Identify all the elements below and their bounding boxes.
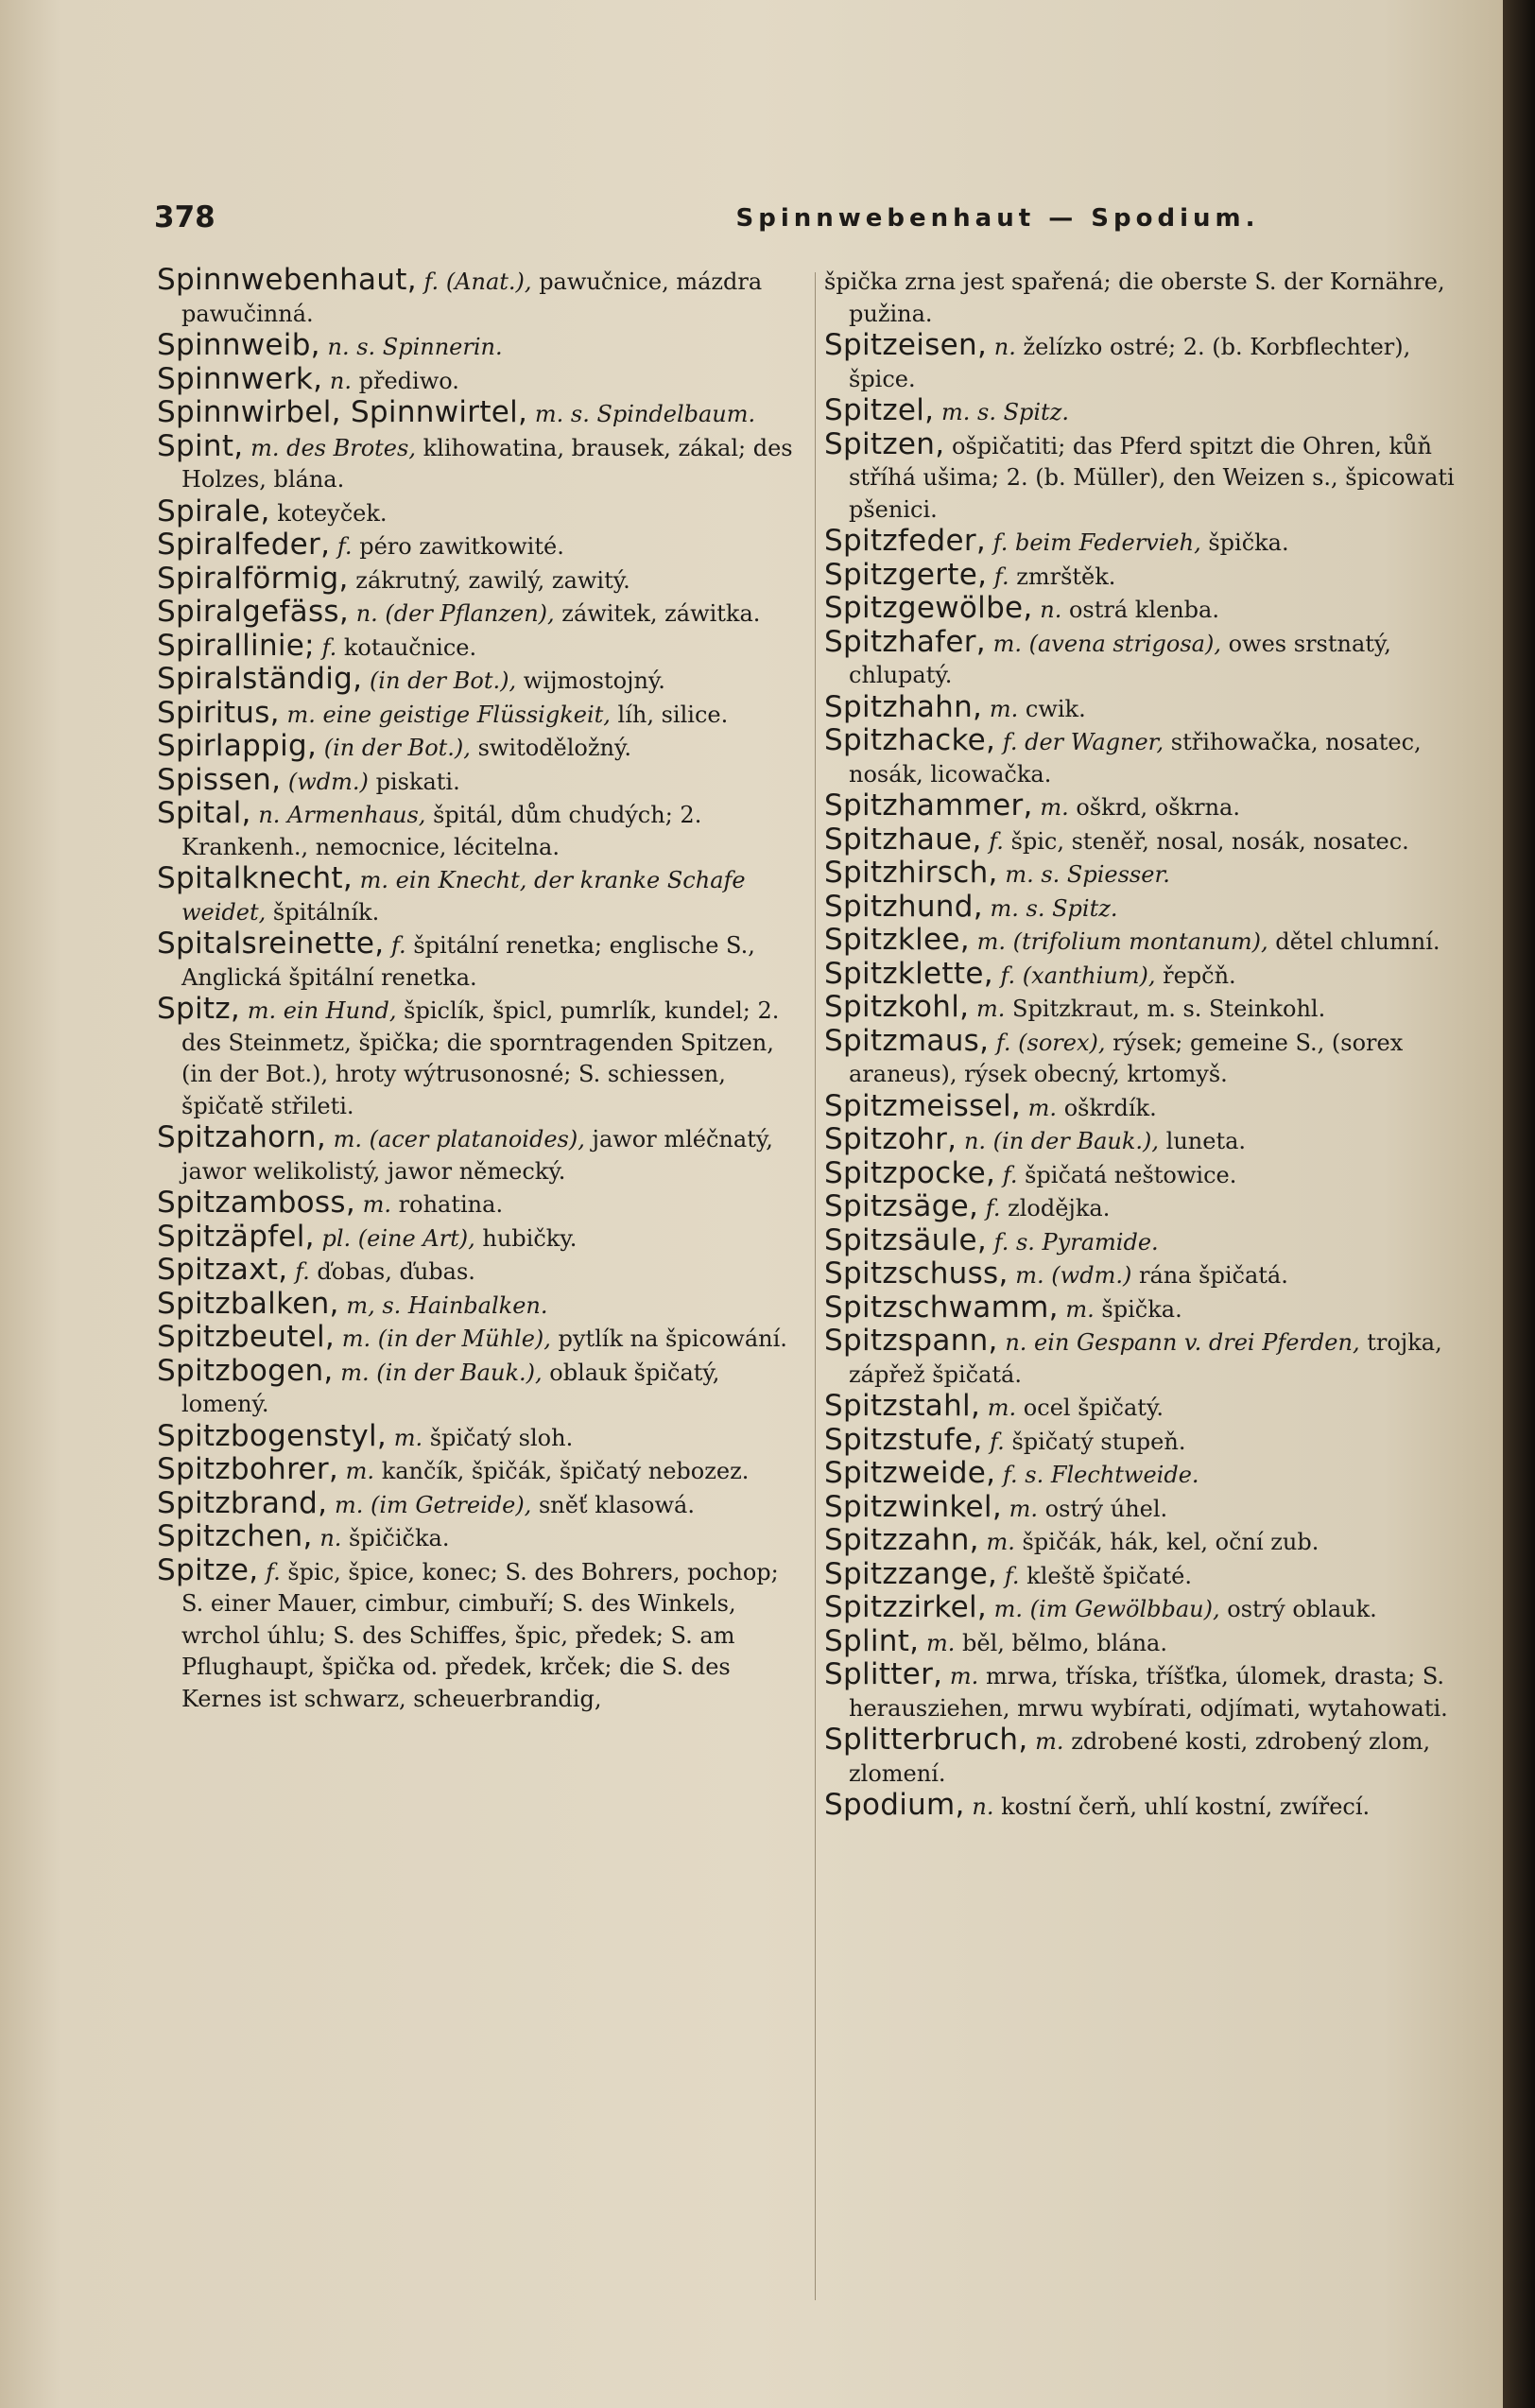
left-column — [157, 265, 807, 1715]
dictionary-entry — [824, 330, 1457, 395]
dictionary-entry — [157, 664, 807, 698]
entry-grammar: m. — [345, 1458, 375, 1484]
entry-grammar: f. s. Flechtweide. — [1002, 1462, 1199, 1488]
dictionary-entry — [157, 1286, 807, 1323]
entry-grammar: n. — [993, 334, 1016, 360]
entry-grammar: f. — [1002, 1161, 1018, 1188]
entry-definition: oškrdík. — [1063, 1094, 1157, 1121]
entry-grammar: f. — [321, 633, 337, 661]
dictionary-entry — [157, 1187, 807, 1221]
entry-headword: Spitzeisen, — [824, 328, 988, 362]
entry-definition: jawor mléčnatý, jawor welikolistý, jawor německý. — [181, 1126, 773, 1185]
entry-grammar: n. — [1040, 597, 1062, 623]
entry-headword: Spitzbrand, — [157, 1485, 328, 1520]
dictionary-entry — [157, 1552, 807, 1716]
entry-grammar: m. — [1009, 1495, 1039, 1522]
entry-headword: Spitzstufe, — [824, 1422, 983, 1457]
entry-grammar: m. ein Knecht, der kranke Schafe weidet, — [181, 867, 746, 926]
entry-headword: Spitzbeutel, — [157, 1320, 336, 1354]
dictionary-entry — [824, 1489, 1457, 1526]
entry-definition: mrwa, tříska, tříšťka, úlomek, drasta; S. herausziehen, mrwu wybírati, odjímati, wytahowati. — [849, 1663, 1448, 1722]
dictionary-entry — [157, 529, 807, 563]
entry-headword: Spitzgerte, — [824, 557, 988, 592]
entry-grammar: f. der Wagner, — [1002, 729, 1164, 755]
entry-headword: Spitalsreinette, — [157, 927, 385, 961]
entry-definition: switoděložný. — [477, 735, 631, 761]
entry-grammar: m. — [1035, 1728, 1064, 1755]
entry-grammar: f. (sorex), — [995, 1029, 1106, 1056]
entry-definition: běl, bělmo, blána. — [962, 1629, 1167, 1656]
entry-headword: Spitzhund, — [824, 889, 983, 924]
entry-grammar: f. — [336, 533, 353, 560]
running-head: Spinnwebenhaut — Spodium. — [735, 204, 1260, 233]
entry-grammar: f. — [989, 827, 1004, 855]
entry-grammar: f. (Anat.), — [423, 269, 532, 295]
entry-definition: kostní čerň, uhlí kostní, zwířecí. — [1001, 1793, 1371, 1820]
entry-headword: Spitzmaus, — [824, 1023, 990, 1058]
entry-headword: Spitzklee, — [824, 923, 970, 957]
entry-headword: Spitzhahn, — [824, 689, 983, 724]
dictionary-entry — [157, 1485, 807, 1522]
dictionary-entry — [824, 790, 1457, 824]
dictionary-entry — [157, 994, 807, 1122]
entry-grammar: m. s. Spiesser. — [1005, 861, 1170, 888]
entry-grammar: m. — [1027, 1094, 1058, 1121]
entry-definition: řepčň. — [1163, 961, 1236, 989]
entry-headword: Spitze, — [157, 1552, 259, 1587]
entry-definition: kleště špičaté. — [1026, 1562, 1192, 1589]
entry-definition: zmrštěk. — [1016, 563, 1116, 590]
entry-headword: Spitzweide, — [824, 1456, 996, 1490]
dictionary-entry — [824, 925, 1457, 959]
entry-grammar: n. s. Spinnerin. — [327, 334, 503, 360]
entry-grammar: m. — [975, 996, 1006, 1022]
entry-headword: Spitzkohl, — [824, 990, 970, 1024]
entry-headword: Spitzmeissel, — [824, 1088, 1022, 1123]
entry-definition: špička. — [1208, 529, 1289, 556]
entry-headword: Spitzhirsch, — [824, 856, 998, 890]
entry-grammar: n. ein Gespann v. drei Pferden, — [1005, 1329, 1360, 1356]
dictionary-entry — [157, 265, 807, 330]
dictionary-entry — [157, 1353, 807, 1421]
entry-headword: Spiritus, — [157, 695, 280, 730]
dictionary-entry — [824, 1124, 1457, 1158]
entry-definition: špic, špice, konec; S. des Bohrers, pochop; S. einer Mauer, cimbur, cimbuří; S. des Winkels, wrchol úhlu; S. des Schiffes, špic, předek; S. am Pflughaupt, špička od. předek, krček; die S. des Kernes ist schwarz, scheuerbrandig, — [181, 1558, 779, 1712]
entry-definition: wijmostojný. — [523, 667, 665, 694]
dictionary-entry — [824, 1391, 1457, 1425]
entry-grammar: m. (in der Bauk.), — [340, 1359, 543, 1386]
entry-definition: piskati. — [375, 768, 460, 795]
entry-headword: Spitzohr, — [824, 1122, 957, 1156]
entry-grammar: m. (trifolium montanum), — [976, 928, 1268, 955]
entry-headword: Spitzgewölbe, — [824, 591, 1033, 625]
entry-grammar: m. — [949, 1663, 979, 1689]
entry-grammar: m. — [1065, 1295, 1095, 1323]
entry-headword: Spiralfeder, — [157, 528, 331, 562]
entry-grammar: m. (acer platanoides), — [333, 1126, 585, 1152]
page-number: 378 — [154, 200, 216, 234]
entry-headword: Spitzbogen, — [157, 1353, 334, 1388]
entry-grammar: f. s. Pyramide. — [993, 1228, 1159, 1256]
entry-definition: ďobas, ďubas. — [317, 1258, 475, 1285]
entry-definition: špičička. — [349, 1525, 450, 1551]
dictionary-entry — [824, 1659, 1457, 1724]
entry-headword: Spitzchen, — [157, 1519, 313, 1553]
entry-definition: střihowačka, nosatec, nosák, licowačka. — [849, 729, 1422, 788]
entry-grammar: (wdm.) — [287, 768, 369, 795]
dictionary-entry — [824, 858, 1457, 892]
entry-definition: oblauk špičatý, lomený. — [181, 1359, 720, 1417]
dictionary-entry — [824, 526, 1457, 560]
entry-headword: Spiralförmig, — [157, 561, 349, 596]
entry-headword: Spital, — [157, 796, 251, 830]
entry-headword: Spirlappig, — [157, 729, 318, 763]
entry-headword: Splitterbruch, — [824, 1723, 1028, 1757]
entry-headword: Spinnweib, — [157, 328, 320, 362]
entry-grammar: f. — [985, 1195, 1001, 1221]
dictionary-entry — [824, 1258, 1457, 1292]
entry-definition: špitální renetka; englische S., Anglická špitální renetka. — [181, 932, 755, 991]
entry-headword: Spitzbogenstyl, — [157, 1418, 388, 1453]
dictionary-entry — [157, 928, 807, 994]
entry-definition: Spitzkraut, m. s. Steinkohl. — [1012, 996, 1326, 1022]
entry-definition: špic, steněř, nosal, nosák, nosatec. — [1010, 827, 1409, 855]
entry-definition: záwitek, záwitka. — [561, 600, 761, 627]
entry-definition: želízko ostré; 2. (b. Korbflechter), špice. — [849, 334, 1411, 392]
dictionary-entry — [157, 1255, 807, 1289]
entry-headword: Spitzfeder, — [824, 524, 987, 558]
right-column — [824, 265, 1457, 1824]
dictionary-entry — [157, 731, 807, 765]
dictionary-entry — [157, 397, 807, 431]
entry-definition: špičák, hák, kel, oční zub. — [1022, 1529, 1319, 1555]
entry-headword: Spitzspann, — [824, 1324, 998, 1358]
dictionary-entry — [157, 428, 807, 496]
entry-grammar: m. (in der Mühle), — [341, 1325, 551, 1352]
entry-definition: zdrobené kosti, zdrobený zlom, zlomení. — [849, 1728, 1431, 1787]
entry-headword: Spitalknecht, — [157, 861, 354, 895]
dictionary-entry — [824, 1422, 1457, 1459]
entry-headword: Spitzaxt, — [157, 1253, 288, 1287]
entry-definition: rýsek; gemeine S., (sorex araneus), rýsek obecný, krtomyš. — [849, 1029, 1404, 1087]
entry-grammar: pl. (eine Art), — [321, 1224, 475, 1252]
entry-headword: Spitzzange, — [824, 1556, 998, 1591]
dictionary-entry — [157, 496, 807, 530]
entry-headword: Spitzklette, — [824, 956, 993, 991]
entry-grammar: m. — [989, 695, 1019, 722]
entry-headword: Spitzhacke, — [824, 723, 996, 757]
book-spine — [1503, 0, 1535, 2408]
entry-headword: Spissen, — [157, 762, 282, 797]
entry-definition: špiclík, špicl, pumrlík, kundel; 2. des Steinmetz, špička; die sporntragenden Spitzen, (in der Bot.), hroty wýtrusonosné; S. schiessen, špičatě střileti. — [181, 997, 780, 1119]
entry-definition: špička. — [1101, 1295, 1182, 1323]
entry-headword: Splint, — [824, 1623, 920, 1658]
entry-headword: Spirale, — [157, 494, 270, 528]
entry-grammar: f. — [391, 932, 406, 959]
entry-definition: ocel špičatý. — [1023, 1395, 1164, 1421]
entry-headword: Spitzahorn, — [157, 1120, 327, 1154]
dictionary-entry — [824, 956, 1457, 993]
entry-grammar: m. — [1040, 794, 1069, 821]
entry-definition: zlodějka. — [1008, 1195, 1111, 1221]
entry-headword: Spodium, — [824, 1788, 965, 1822]
dictionary-entry — [824, 889, 1457, 926]
dictionary-entry — [824, 1088, 1457, 1125]
entry-headword: Spitzhafer, — [824, 624, 986, 659]
entry-grammar: f. — [990, 1428, 1005, 1455]
dictionary-entry — [824, 1023, 1457, 1091]
entry-definition: dětel chlumní. — [1275, 928, 1440, 955]
entry-definition: owes srstnatý, chlupatý. — [849, 630, 1391, 688]
entry-definition: luneta. — [1165, 1128, 1247, 1154]
entry-headword: Spiralgefäss, — [157, 595, 350, 629]
dictionary-entry — [157, 762, 807, 799]
entry-headword: Splitter, — [824, 1657, 943, 1691]
entry-headword: Spitzzahn, — [824, 1523, 979, 1557]
entry-definition: rohatina. — [398, 1191, 504, 1218]
dictionary-entry — [824, 1222, 1457, 1259]
dictionary-entry — [157, 695, 807, 732]
entry-headword: Spitzpocke, — [824, 1155, 996, 1190]
entry-definition: zákrutný, zawilý, zawitý. — [355, 566, 630, 594]
entry-grammar: (in der Bot.), — [369, 667, 517, 694]
dictionary-entry — [824, 1592, 1457, 1626]
entry-definition: ostrý úhel. — [1044, 1495, 1168, 1522]
dictionary-entry — [157, 1418, 807, 1455]
entry-grammar: m, s. Hainbalken. — [346, 1291, 548, 1319]
entry-headword: Spitzbalken, — [157, 1286, 339, 1321]
dictionary-entry — [157, 1221, 807, 1256]
entry-definition: špičatý stupeň. — [1011, 1428, 1186, 1455]
entry-definition: pytlík na špicowání. — [558, 1325, 787, 1352]
entry-headword: Spitzschwamm, — [824, 1290, 1059, 1325]
dictionary-entry — [824, 557, 1457, 594]
dictionary-entry — [157, 597, 807, 631]
dictionary-entry — [157, 1521, 807, 1555]
entry-headword: Spitzel, — [824, 393, 935, 427]
entry-definition: hubičky. — [482, 1224, 578, 1252]
entry-headword: Spitzhaue, — [824, 822, 982, 857]
entry-headword: Spinnwebenhaut, — [157, 263, 417, 297]
entry-grammar: n. Armenhaus, — [258, 802, 426, 828]
entry-headword: Spitzsäule, — [824, 1222, 988, 1257]
entry-definition: oškrd, oškrna. — [1076, 794, 1240, 821]
dictionary-entry — [824, 1458, 1457, 1492]
dictionary-entry — [824, 593, 1457, 627]
entry-grammar: n. (in der Bauk.), — [963, 1128, 1160, 1154]
dictionary-entry — [824, 725, 1457, 790]
entry-definition: pawučnice, mázdra pawučinná. — [181, 269, 763, 327]
entry-headword: Spitzschuss, — [824, 1256, 1009, 1291]
dictionary-entry — [824, 992, 1457, 1026]
entry-headword: Spitzstahl, — [824, 1389, 981, 1423]
entry-definition: špitálník. — [272, 898, 380, 926]
dictionary-entry — [157, 1454, 807, 1488]
dictionary-entry — [157, 563, 807, 598]
entry-definition: ostrý oblauk. — [1227, 1596, 1377, 1622]
entry-grammar: m. eine geistige Flüssigkeit, — [286, 701, 611, 728]
dictionary-entry — [824, 395, 1457, 429]
entry-headword: Spinnwerk, — [157, 361, 323, 396]
entry-grammar: m. — [987, 1395, 1017, 1421]
entry-headword: Spitzzirkel, — [824, 1590, 988, 1624]
dictionary-entry — [157, 628, 807, 665]
entry-headword: Spitzbohrer, — [157, 1452, 339, 1486]
entry-headword: Spitzen, — [824, 426, 945, 461]
entry-headword: Spitzhammer, — [824, 788, 1033, 823]
entry-grammar: m. — [393, 1424, 423, 1451]
dictionary-entry — [824, 1556, 1457, 1593]
entry-definition: ošpičatiti; das Pferd spitzt die Ohren, kůň stříhá ušima; 2. (b. Müller), den Weizen s., špicowati pšenici. — [849, 432, 1455, 523]
page-header — [154, 200, 1463, 244]
dictionary-entry — [824, 1525, 1457, 1559]
entry-grammar: n. — [319, 1525, 342, 1551]
column-divider — [815, 272, 816, 2300]
dictionary-entry — [824, 1623, 1457, 1660]
entry-headword: Spiralständig, — [157, 662, 363, 696]
dictionary-entry — [824, 265, 1457, 330]
entry-definition: péro zawitkowité. — [359, 533, 564, 560]
entry-grammar: m. (wdm.) — [1015, 1262, 1132, 1289]
dictionary-entry — [157, 798, 807, 863]
entry-grammar: m. des Brotes, — [250, 434, 416, 461]
entry-definition: koteyček. — [277, 499, 388, 527]
entry-headword: Spirallinie; — [157, 628, 315, 663]
entry-grammar: m. (im Gewölbbau), — [993, 1596, 1220, 1622]
entry-definition: trojka, zápřež špičatá. — [849, 1329, 1442, 1388]
entry-grammar: f. — [1004, 1562, 1020, 1589]
dictionary-entry — [824, 1325, 1457, 1391]
entry-definition: kotaučnice. — [343, 633, 477, 661]
dictionary-entry — [824, 1292, 1457, 1326]
entry-definition: přediwo. — [358, 367, 459, 394]
dictionary-entry — [157, 330, 807, 364]
entry-definition: špička zrna jest spařená; die oberste S. der Kornähre, pužina. — [824, 269, 1445, 327]
dictionary-entry — [824, 426, 1457, 527]
dictionary-entry — [824, 1191, 1457, 1225]
entry-grammar: f. (xanthium), — [1000, 961, 1156, 989]
entry-definition: ostrá klenba. — [1068, 597, 1219, 623]
entry-definition: cwik. — [1025, 695, 1086, 722]
entry-definition: rána špičatá. — [1138, 1262, 1288, 1289]
entry-definition: sněť klasowá. — [538, 1491, 695, 1518]
entry-grammar: m. (avena strigosa), — [992, 630, 1221, 657]
entry-headword: Spint, — [157, 428, 244, 463]
entry-grammar: n. — [972, 1793, 994, 1820]
entry-definition: líh, silice. — [617, 701, 729, 728]
entry-grammar: m. ein Hund, — [247, 997, 397, 1024]
dictionary-entry — [824, 1155, 1457, 1192]
entry-grammar: f. beim Federvieh, — [992, 529, 1201, 556]
entry-headword: Spinnwirbel, Spinnwirtel, — [157, 395, 528, 429]
dictionary-entry — [157, 1122, 807, 1187]
dictionary-entry — [824, 824, 1457, 858]
entry-headword: Spitzsäge, — [824, 1189, 979, 1223]
entry-grammar: m. s. Spindelbaum. — [534, 401, 756, 427]
entry-grammar: f. — [266, 1558, 281, 1585]
entry-grammar: m. (im Getreide), — [334, 1491, 532, 1518]
entry-grammar: m. — [362, 1191, 392, 1218]
entry-headword: Spitz, — [157, 992, 241, 1026]
entry-grammar: m. — [986, 1529, 1015, 1555]
entry-grammar: m. s. Spitz. — [940, 399, 1069, 425]
dictionary-entry — [157, 1322, 807, 1356]
dictionary-entry — [824, 1790, 1457, 1824]
entry-grammar: m. s. Spitz. — [990, 894, 1118, 922]
entry-grammar: (in der Bot.), — [323, 735, 471, 761]
entry-definition: špitál, dům chudých; 2. Krankenh., nemocnice, lécitelna. — [181, 802, 702, 860]
entry-headword: Spitzäpfel, — [157, 1219, 315, 1254]
entry-grammar: f. — [993, 563, 1009, 590]
entry-grammar: n. (der Pflanzen), — [355, 600, 555, 627]
entry-grammar: f. — [295, 1258, 310, 1285]
entry-grammar: n. — [329, 367, 352, 394]
entry-definition: kančík, špičák, špičatý nebozez. — [381, 1458, 750, 1484]
entry-headword: Spitzwinkel, — [824, 1489, 1002, 1524]
entry-headword: Spitzamboss, — [157, 1186, 355, 1220]
entry-definition: špičatá neštowice. — [1025, 1161, 1237, 1188]
dictionary-entry — [824, 624, 1457, 692]
entry-definition: špičatý sloh. — [429, 1424, 574, 1451]
entry-definition: klihowatina, brausek, zákal; des Holzes, blána. — [181, 434, 793, 493]
dictionary-entry — [157, 863, 807, 928]
dictionary-entry — [824, 1724, 1457, 1790]
dictionary-entry — [157, 361, 807, 398]
dictionary-entry — [824, 689, 1457, 726]
entry-grammar: m. — [925, 1629, 956, 1656]
